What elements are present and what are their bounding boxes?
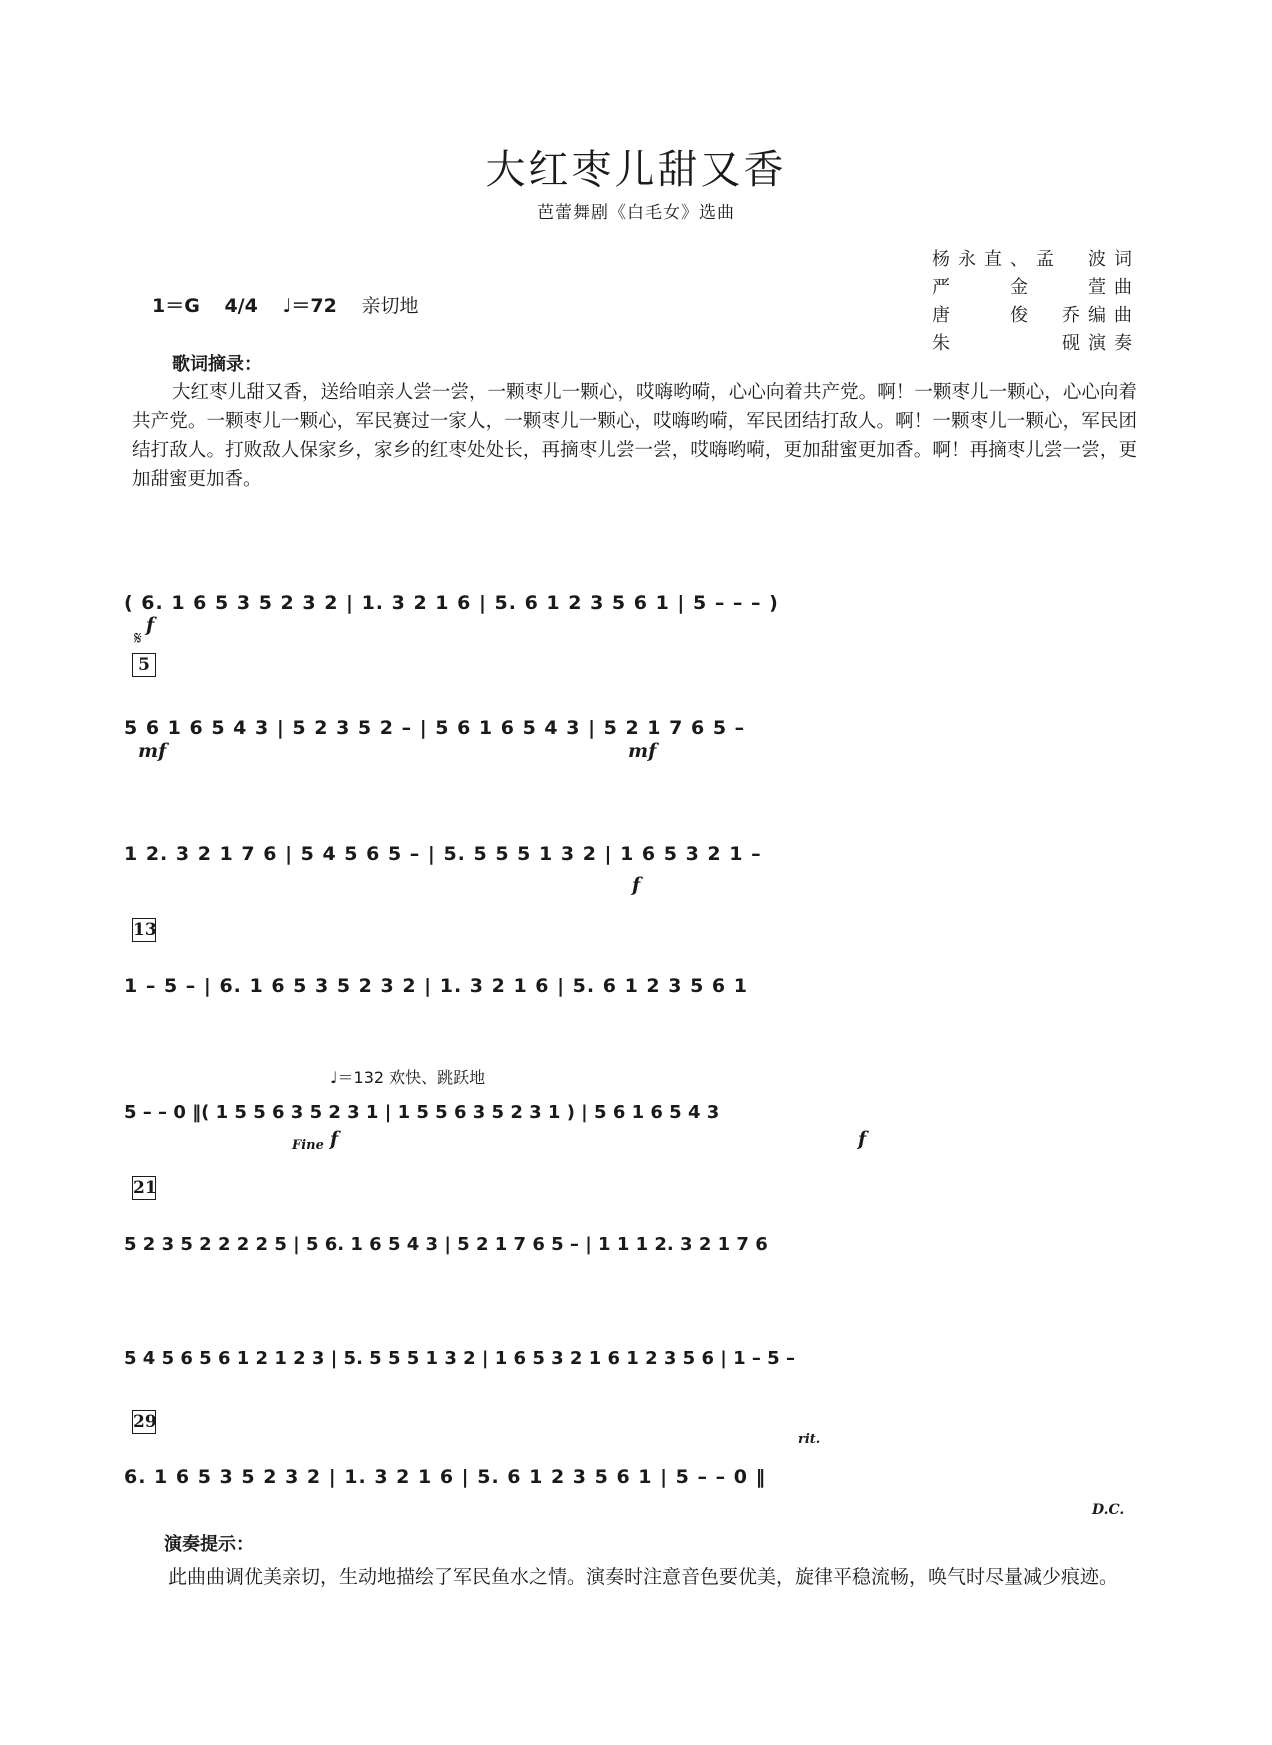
rit-mark: rit. — [798, 1432, 821, 1447]
score-line-8: 6. 1 6 5 3 5 2 3 2 | 1. 3 2 1 6 | 5. 6 1 2 3 5 6 1 | 5 – – 0 ‖ — [124, 1466, 767, 1488]
fine-mark: Fine — [292, 1138, 324, 1153]
score-line-3: 1 2. 3 2 1 7 6 | 5 4 5 6 5 – | 5. 5 5 5 1 3 2 | 1 6 5 3 2 1 – — [124, 843, 762, 865]
page-title: 大红枣儿甜又香 — [485, 147, 787, 193]
metronome-mark: ♩＝72 — [282, 295, 337, 317]
expression-mark: 亲切地 — [361, 295, 419, 317]
tips-heading: 演奏提示： — [164, 1534, 254, 1555]
score-line-7: 5 4 5 6 5 6 1 2 1 2 3 | 5. 5 5 5 1 3 2 | 1 6 5 3 2 1 6 1 2 3 5 6 | 1 – 5 – — [124, 1348, 795, 1369]
score-line-5: 5 – – 0 ‖( 1 5 5 6 3 5 2 3 1 | 1 5 5 6 3 5 2 3 1 ) | 5 6 1 6 5 4 3 — [124, 1102, 720, 1123]
rehearsal-marker-5: 5 — [132, 653, 156, 677]
dc-mark: D.C. — [1092, 1502, 1125, 1518]
dynamic-mark: f — [858, 1128, 867, 1150]
key-signature: 1＝G — [152, 295, 200, 317]
dynamic-mark: f — [632, 874, 641, 896]
credit-composer: 严 金 萱曲 — [932, 277, 1132, 298]
score-line-2: 5 6 1 6 5 4 3 | 5 2 3 5 2 – | 5 6 1 6 5 4 3 | 5 2 1 7 6 5 – — [124, 717, 746, 739]
dynamic-mark: mf — [138, 740, 167, 762]
tempo-change: ♩＝132 欢快、跳跃地 — [330, 1068, 486, 1087]
time-signature: 4/4 — [224, 295, 258, 317]
credit-arranger: 唐 俊 乔编曲 — [932, 305, 1132, 326]
rehearsal-marker-21: 21 — [133, 1178, 157, 1198]
dynamic-mark: f — [146, 614, 155, 636]
lyrics-heading: 歌词摘录： — [172, 354, 262, 375]
subtitle: 芭蕾舞剧《白毛女》选曲 — [537, 203, 735, 223]
credit-lyricist: 杨永直、孟 波词 — [932, 249, 1132, 270]
credits — [932, 246, 1132, 358]
score-line-4: 1 – 5 – | 6. 1 6 5 3 5 2 3 2 | 1. 3 2 1 6 | 5. 6 1 2 3 5 6 1 — [124, 975, 748, 997]
tempo-marking — [152, 291, 437, 318]
rehearsal-marker-13: 13 — [133, 920, 157, 940]
dynamic-mark: f — [330, 1128, 339, 1150]
score-line-1: ( 6. 1 6 5 3 5 2 3 2 | 1. 3 2 1 6 | 5. 6 1 2 3 5 6 1 | 5 – – – ) — [124, 592, 779, 614]
tips-text: 此曲曲调优美亲切，生动地描绘了军民鱼水之情。演奏时注意音色要优美，旋律平稳流畅，唤气时尽量减少痕迹。 — [168, 1566, 1119, 1588]
lyrics-text: 大红枣儿甜又香，送给咱亲人尝一尝，一颗枣儿一颗心，哎嗨哟嗬，心心向着共产党。啊！一颗枣儿一颗心，心心向着共产党。一颗枣儿一颗心，军民赛过一家人，一颗枣儿一颗心，哎嗨哟嗬，军民团结打敌人。啊！一颗枣儿一颗心，军民团结打敌人。打败敌人保家乡，家乡的红枣处处长，再摘枣儿尝一尝，哎嗨哟嗬，更加甜蜜更加香。啊！再摘枣儿尝一尝，更加甜蜜更加香。 — [132, 382, 1137, 490]
segno-sign: 𝄋 — [134, 628, 142, 649]
credit-performer: 朱 砚演奏 — [932, 333, 1132, 354]
score-line-6: 5 2 3 5 2 2 2 2 5 | 5 6. 1 6 5 4 3 | 5 2 1 7 6 5 – | 1 1 1 2. 3 2 1 7 6 — [124, 1234, 768, 1255]
dynamic-mark: mf — [628, 740, 657, 762]
rehearsal-marker-29: 29 — [133, 1412, 157, 1432]
